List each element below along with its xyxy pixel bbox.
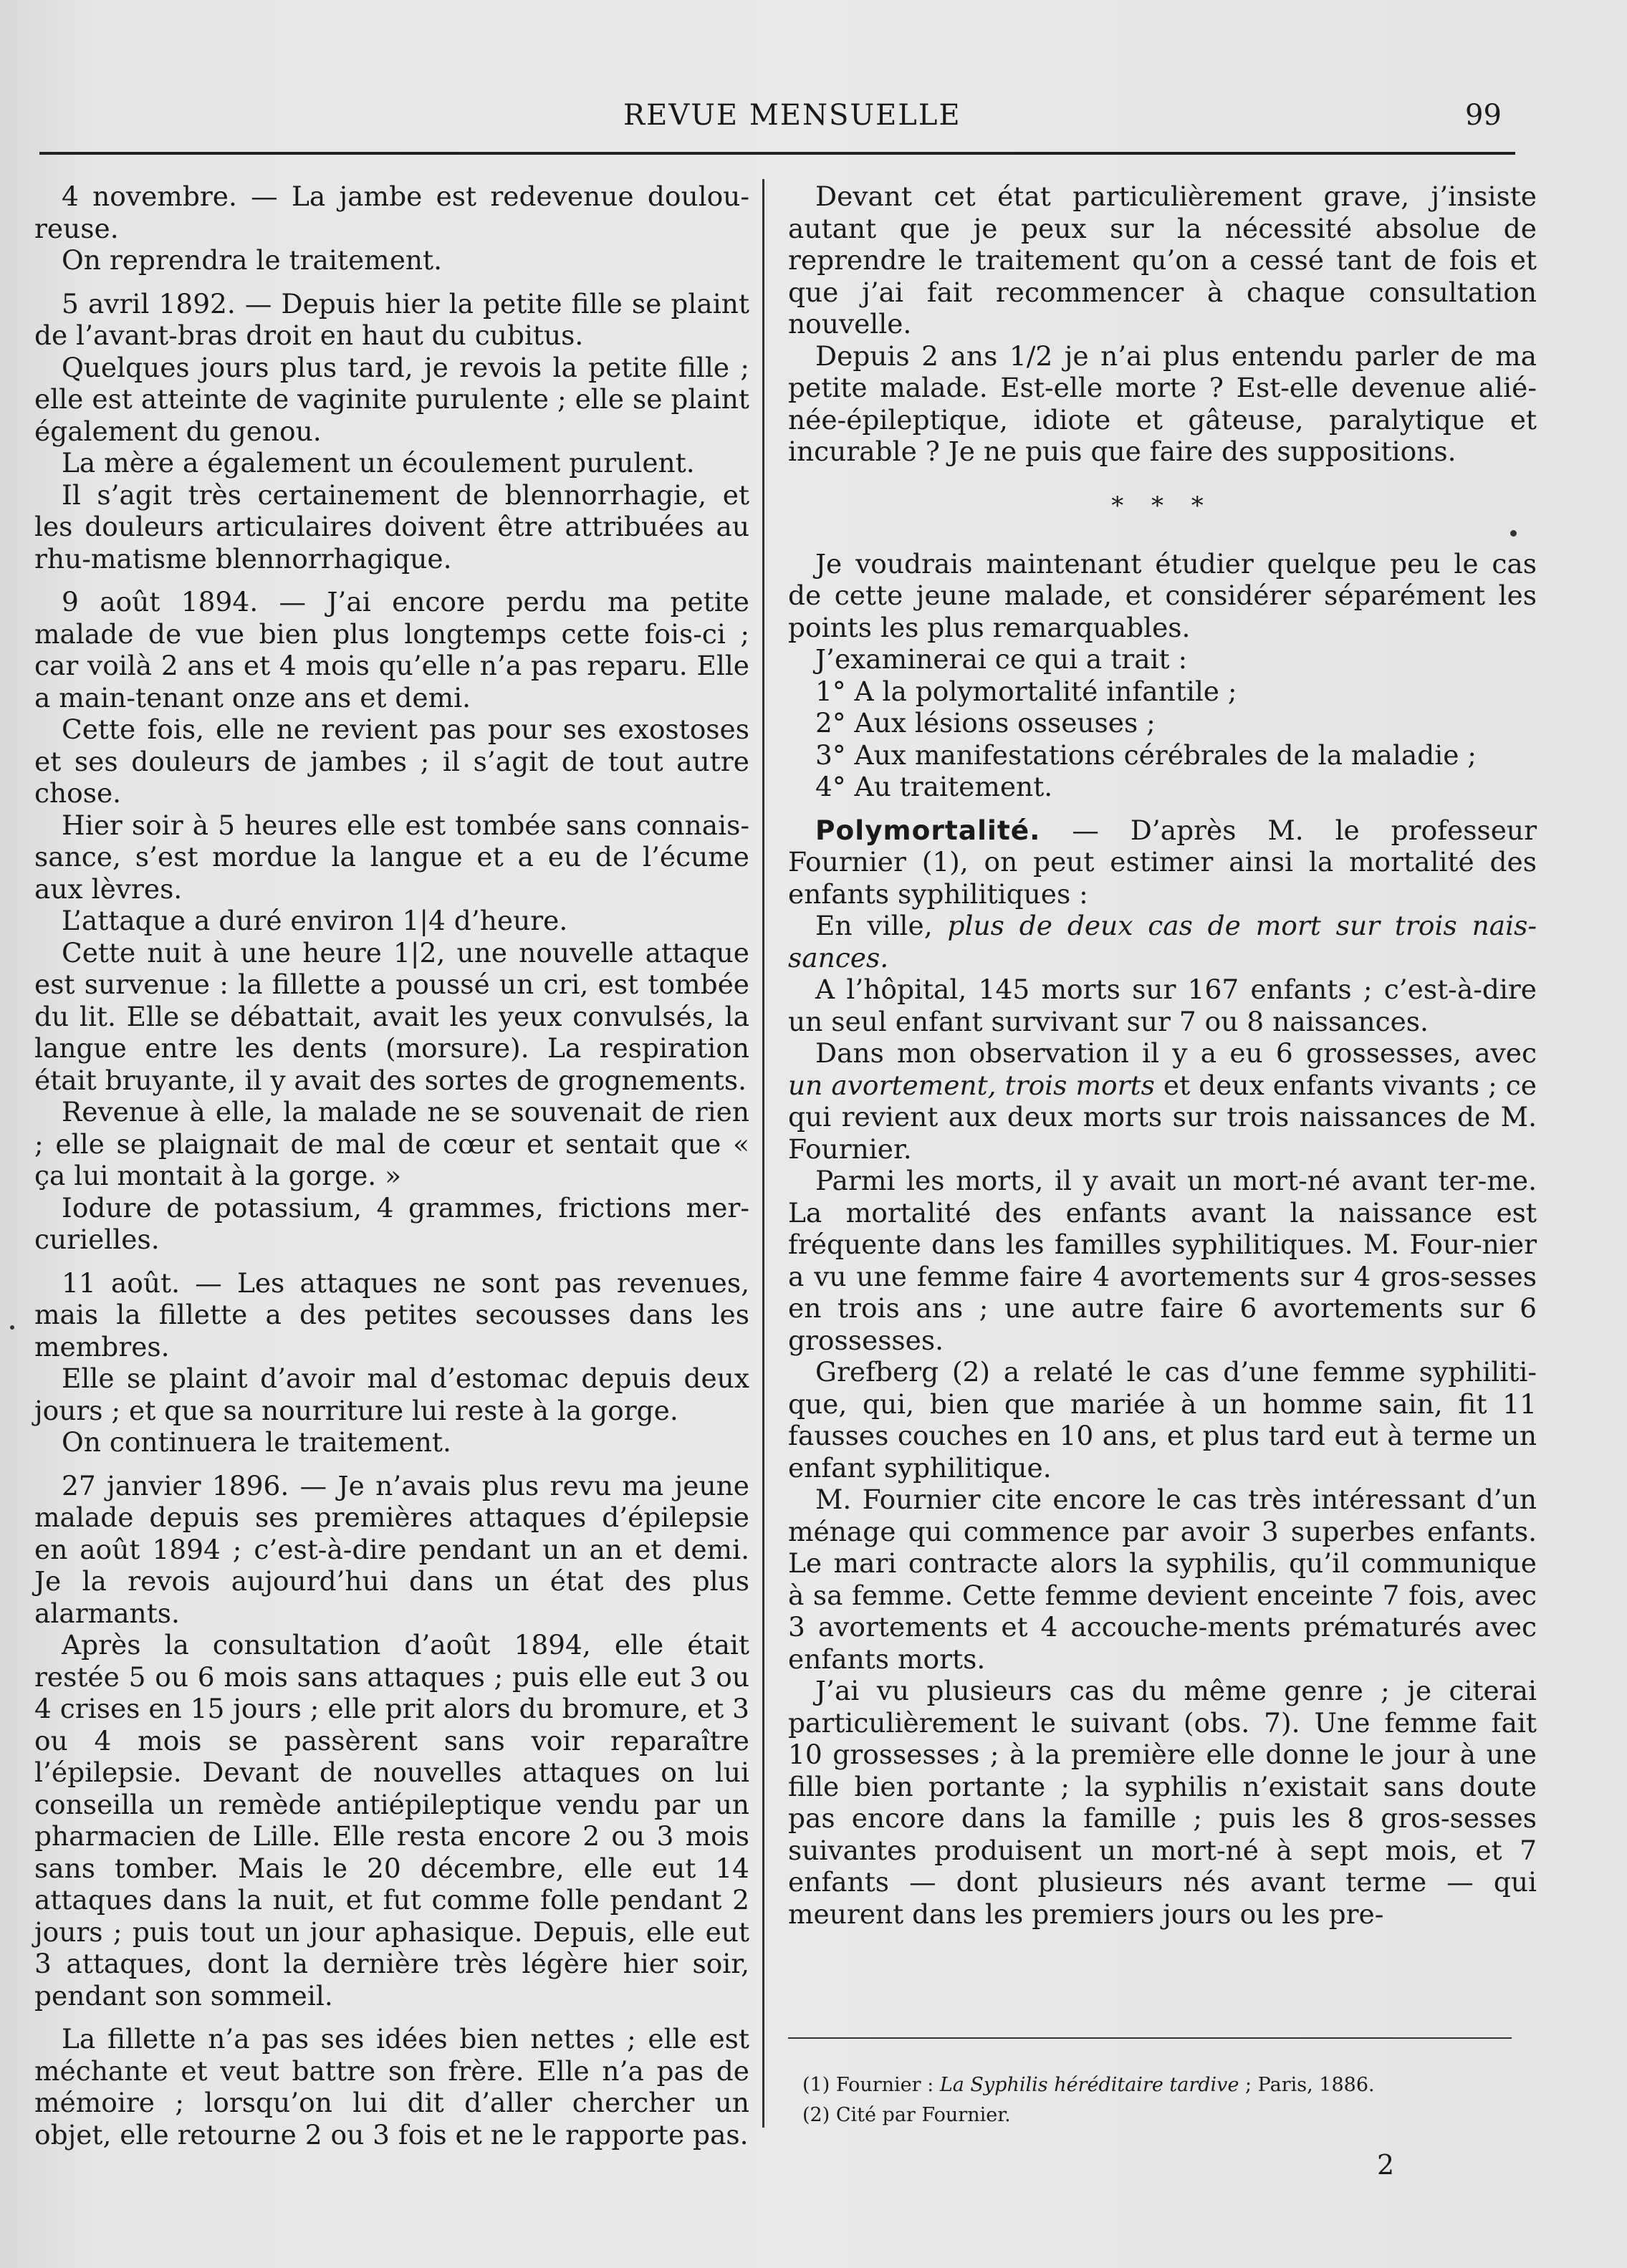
paragraph: Cette nuit à une heure 1|2, une nouvelle attaque est survenue : la fillette a poussé un cri, est tombée du lit. Elle se débattait, avait les yeux convulsés, la langue entre les dents (morsure). La respiration était bruyante, il y avait des sortes de grognements. — [34, 936, 749, 1096]
list-item: 1° A la polymortalité infantile ; — [815, 675, 1237, 707]
paragraph: Devant cet état particulièrement grave, j’insiste autant que je peux sur la nécessité absolue de reprendre le traitement qu’on a cessé tant de fois et que j’ai fait recommencer à chaque consultation nouvelle. — [788, 181, 1537, 340]
footnote-1-title: La Syphilis héréditaire tardive — [939, 2074, 1239, 2096]
section-paragraph — [788, 815, 1537, 910]
footnotes — [802, 2070, 1519, 2130]
signature-mark: 2 — [1377, 2149, 1395, 2181]
footnote-1-lead: (1) Fournier : — [802, 2074, 940, 2096]
paragraph: Cette fois, elle ne revient pas pour ses exostoses et ses douleurs de jambes ; il s’agit de tout autre chose. — [34, 713, 749, 809]
city-lead: En ville, — [815, 910, 948, 941]
print-speck — [10, 1325, 14, 1330]
city-italic: plus de deux cas de mort sur trois nais-sances. — [788, 910, 1537, 974]
paragraph: Hier soir à 5 heures elle est tombée sans connais-sance, s’est mordue la langue et a eu de l’écume aux lèvres. — [34, 809, 749, 905]
paragraph: Je voudrais maintenant étudier quelque peu le cas de cette jeune malade, et considérer séparément les points les plus remarquables. — [788, 547, 1537, 643]
paragraph: Depuis 2 ans 1/2 je n’ai plus entendu parler de ma petite malade. Est-elle morte ? Est-elle devenue alié-née-épileptique, idiote et gâteuse, paralytique et incurable ? Je ne puis que faire des suppositions. — [788, 340, 1537, 467]
obs-tail: et deux enfants vivants ; ce qui revient aux deux morts sur trois naissances de M. Fournier. — [788, 1069, 1537, 1165]
paragraph: 5 avril 1892. — Depuis hier la petite fille se plaint de l’avant-bras droit en haut du cubitus. — [34, 287, 749, 351]
paragraph: L’attaque a duré environ 1|4 d’heure. — [62, 905, 568, 936]
paragraph: A l’hôpital, 145 morts sur 167 enfants ; c’est-à-dire un seul enfant survivant sur 7 ou 8 naissances. — [788, 974, 1537, 1037]
paragraph: On continuera le traitement. — [62, 1426, 451, 1458]
footnote-1-tail: ; Paris, 1886. — [1239, 2074, 1375, 2096]
right-column — [788, 181, 1537, 1930]
paragraph: La mère a également un écoulement purulent. — [62, 447, 695, 479]
journal-title: REVUE MENSUELLE — [623, 99, 961, 132]
paragraph — [788, 1037, 1537, 1165]
page-number: 99 — [1465, 99, 1502, 132]
paragraph: On reprendra le traitement. — [62, 244, 443, 276]
paragraph: M. Fournier cite encore le cas très intéressant d’un ménage qui commence par avoir 3 superbes enfants. Le mari contracte alors la syphilis, qu’il communique à sa femme. Cette femme devient enceinte 7 fois, avec 3 avortements et 4 accouche-ments prématurés avec enfants morts. — [788, 1484, 1537, 1675]
running-head — [0, 99, 1627, 142]
footnote-rule — [788, 2037, 1512, 2039]
obs-italic: un avortement, trois morts — [788, 1069, 1155, 1101]
paragraph: 9 août 1894. — J’ai encore perdu ma petite malade de vue bien plus longtemps cette fois-ci ; car voilà 2 ans et 4 mois qu’elle n’a pas reparu. Elle a main-tenant onze ans et demi. — [34, 586, 749, 713]
footnote-2: (2) Cité par Fournier. — [802, 2104, 1011, 2126]
section-lead: — D’après M. le professeur Fournier (1), on peut estimer ainsi la mortalité des enfants syphilitiques : — [788, 814, 1537, 910]
paragraph — [788, 910, 1537, 974]
paragraph: 11 août. — Les attaques ne sont pas revenues, mais la fillette a des petites secousses dans les membres. — [34, 1267, 749, 1363]
paragraph: Grefberg (2) a relaté le cas d’une femme syphiliti-que, qui, bien que mariée à un homme sain, fit 11 fausses couches en 10 ans, et plus tard eut à terme un enfant syphilitique. — [788, 1356, 1537, 1484]
left-column — [34, 181, 749, 2151]
list-item: 2° Aux lésions osseuses ; — [815, 707, 1156, 739]
print-speck — [1510, 530, 1517, 537]
paragraph: La fillette n’a pas ses idées bien nettes ; elle est méchante et veut battre son frère. Elle n’a pas de mémoire ; lorsqu’on lui dit d’aller chercher un objet, elle retourne 2 ou 3 fois et ne le rapporte pas. — [34, 2023, 749, 2151]
footnote-1 — [802, 2070, 1519, 2100]
list-item: 4° Au traitement. — [815, 771, 1053, 802]
header-rule — [39, 152, 1515, 155]
column-divider — [762, 179, 764, 2128]
paragraph: Après la consultation d’août 1894, elle était restée 5 ou 6 mois sans attaques ; puis elle eut 3 ou 4 crises en 15 jours ; elle prit alors du bromure, et 3 ou 4 mois se passèrent sans voir reparaître l’épilepsie. Devant de nouvelles attaques on lui conseilla un remède antiépileptique vendu par un pharmacien de Lille. Elle resta encore 2 ou 3 mois sans tomber. Mais le 20 décembre, elle eut 14 attaques dans la nuit, et fut comme folle pendant 2 jours ; puis tout un jour aphasique. Depuis, elle eut 3 attaques, dont la dernière très légère hier soir, pendant son sommeil. — [34, 1629, 749, 2012]
section-asterism: * * * — [1111, 491, 1214, 520]
section-heading: Polymortalité. — [815, 814, 1041, 846]
paragraph: 4 novembre. — La jambe est redevenue doulou-reuse. — [34, 181, 749, 244]
paragraph: Il s’agit très certainement de blennorrhagie, et les douleurs articulaires doivent être attribuées au rhu-matisme blennorrhagique. — [34, 479, 749, 575]
list-item: 3° Aux manifestations cérébrales de la maladie ; — [815, 739, 1477, 771]
obs-lead: Dans mon observation il y a eu 6 grossesses, avec — [815, 1037, 1537, 1069]
paragraph: Parmi les morts, il y avait un mort-né avant ter-me. La mortalité des enfants avant la naissance est fréquente dans les familles syphilitiques. M. Four-nier a vu une femme faire 4 avortements sur 4 gros-sesses en trois ans ; une autre faire 6 avortements sur 6 grossesses. — [788, 1165, 1537, 1356]
paragraph: 27 janvier 1896. — Je n’avais plus revu ma jeune malade depuis ses premières attaques d’épilepsie en août 1894 ; c’est-à-dire pendant un an et demi. Je la revois aujourd’hui dans un état des plus alarmants. — [34, 1469, 749, 1629]
paragraph: Elle se plaint d’avoir mal d’estomac depuis deux jours ; et que sa nourriture lui reste à la gorge. — [34, 1363, 749, 1426]
paragraph: Quelques jours plus tard, je revois la petite fille ; elle est atteinte de vaginite purulente ; elle se plaint également du genou. — [34, 351, 749, 447]
paragraph: J’ai vu plusieurs cas du même genre ; je citerai particulièrement le suivant (obs. 7). Une femme fait 10 grossesses ; à la première elle donne le jour à une fille bien portante ; la syphilis n’existait sans doute pas encore dans la famille ; puis les 8 gros-sesses suivantes produisent un mort-né à sept mois, et 7 enfants — dont plusieurs nés avant terme — qui meurent dans les premiers jours ou les pre- — [788, 1675, 1537, 1930]
paragraph: J’examinerai ce qui a trait : — [815, 643, 1188, 675]
paragraph: Iodure de potassium, 4 grammes, frictions mer-curielles. — [34, 1191, 749, 1255]
paragraph: Revenue à elle, la malade ne se souvenait de rien ; elle se plaignait de mal de cœur et sentait que « ça lui montait à la gorge. » — [34, 1096, 749, 1191]
